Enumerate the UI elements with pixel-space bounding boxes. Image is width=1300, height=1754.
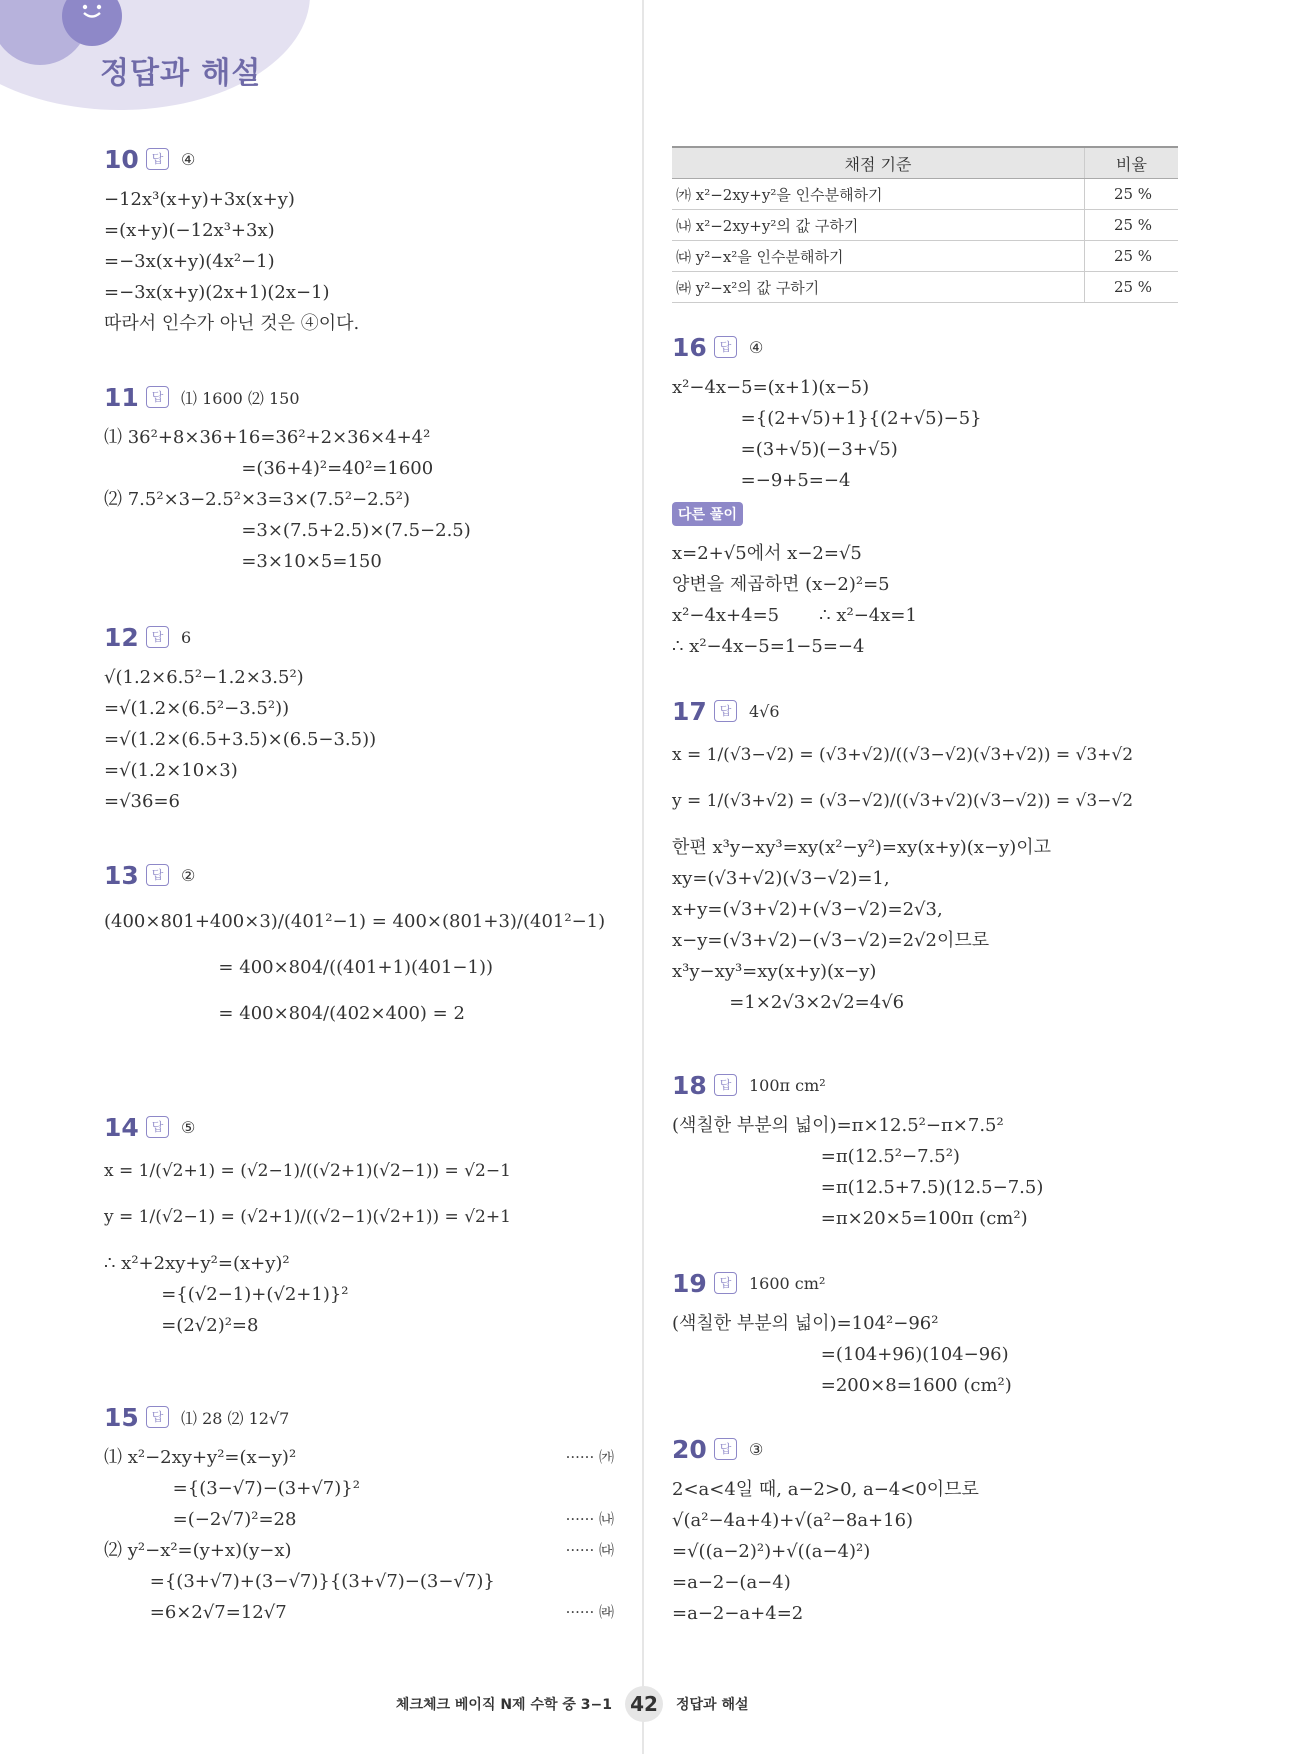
- step-tag: ······ ㈐: [565, 1541, 614, 1559]
- solution-line: ={(√2−1)+(√2+1)}²: [104, 1284, 349, 1305]
- solution-line: x = 1/(√3−√2) = (√3+√2)/((√3−√2)(√3+√2)) = √3+√2: [672, 745, 1134, 765]
- page-footer: [0, 1686, 1300, 1722]
- page-header-title: 정답과 해설: [100, 56, 262, 91]
- solution-line: y = 1/(√3+√2) = (√3−√2)/((√3+√2)(√3−√2)) = √3−√2: [672, 791, 1134, 811]
- solution-line: =√((a−2)²)+√((a−4)²): [672, 1541, 871, 1562]
- problem-11: [104, 380, 471, 577]
- answer: 100π cm²: [749, 1075, 826, 1095]
- problem-number: 12: [104, 622, 139, 652]
- solution-line: =(x+y)(−12x³+3x): [104, 220, 275, 241]
- problem-12: [104, 620, 376, 817]
- problem-number: 14: [104, 1112, 139, 1142]
- solution-line: =3×(7.5+2.5)×(7.5−2.5): [104, 520, 471, 541]
- problem-number: 15: [104, 1402, 139, 1432]
- solution-line: (400×801+400×3)/(401²−1) = 400×(801+3)/(401²−1): [104, 911, 606, 932]
- solution-line: √(a²−4a+4)+√(a²−8a+16): [672, 1510, 914, 1531]
- problem-number: 20: [672, 1434, 707, 1464]
- problem-20: [672, 1432, 979, 1629]
- problem-number: 18: [672, 1070, 707, 1100]
- step-tag: ······ ㈎: [565, 1448, 614, 1466]
- solution-line: x = 1/(√2+1) = (√2−1)/((√2+1)(√2−1)) = √2−1: [104, 1161, 511, 1181]
- answer: 4√6: [749, 701, 780, 721]
- solution-line: =(36+4)²=40²=1600: [104, 458, 434, 479]
- solution-line: =−9+5=−4: [672, 470, 851, 491]
- table-header: 비율: [1085, 147, 1179, 179]
- solution-line: y = 1/(√2−1) = (√2+1)/((√2−1)(√2+1)) = √2+1: [104, 1207, 511, 1227]
- solution-line: =√36=6: [104, 791, 180, 812]
- solution-line: 양변을 제곱하면 (x−2)²=5: [672, 574, 890, 595]
- problem-10: [104, 142, 359, 339]
- answer-badge: 답: [146, 864, 169, 886]
- solution-line: ⑵ 7.5²×3−2.5²×3=3×(7.5²−2.5²): [104, 489, 410, 510]
- problem-number: 17: [672, 696, 707, 726]
- answer: 1600 cm²: [749, 1273, 826, 1293]
- solution-line: =200×8=1600 (cm²): [672, 1375, 1012, 1396]
- solution-line: ∴ x²−4x−5=1−5=−4: [672, 636, 865, 657]
- solution-line: =6×2√7=12√7 ······ ㈑: [104, 1597, 614, 1628]
- solution-line: −12x³(x+y)+3x(x+y): [104, 189, 295, 210]
- solution-line: ={(3−√7)−(3+√7)}²: [104, 1478, 360, 1499]
- solution-line: =π×20×5=100π (cm²): [672, 1208, 1028, 1229]
- solution-line: ∴ x²+2xy+y²=(x+y)²: [104, 1253, 290, 1274]
- solution-line: =π(12.5²−7.5²): [672, 1146, 960, 1167]
- problem-16: [672, 330, 982, 662]
- problem-number: 13: [104, 860, 139, 890]
- solution-line: =1×2√3×2√2=4√6: [672, 992, 905, 1013]
- problem-18: [672, 1068, 1043, 1234]
- solution-line: =a−2−(a−4): [672, 1572, 791, 1593]
- answer: ⑴ 1600 ⑵ 150: [181, 388, 300, 408]
- answer-badge: 답: [714, 1074, 737, 1096]
- answer-badge: 답: [714, 1272, 737, 1294]
- solution-line: xy=(√3+√2)(√3−√2)=1,: [672, 868, 890, 889]
- table-header: 채점 기준: [672, 147, 1085, 179]
- solution-line: 따라서 인수가 아닌 것은 ④이다.: [104, 313, 360, 334]
- solution-line: = 400×804/((401+1)(401−1)): [104, 957, 494, 978]
- solution-line: =(2√2)²=8: [104, 1315, 259, 1336]
- solution-line: 한편 x³y−xy³=xy(x²−y²)=xy(x+y)(x−y)이고: [672, 837, 1052, 858]
- problem-number: 11: [104, 382, 139, 412]
- problem-number: 10: [104, 144, 139, 174]
- step-tag: ······ ㈏: [565, 1510, 614, 1528]
- problem-17: [672, 694, 1133, 1018]
- answer-badge: 답: [146, 386, 169, 408]
- answer-badge: 답: [146, 626, 169, 648]
- solution-line: x²−4x−5=(x+1)(x−5): [672, 377, 870, 398]
- answer-badge: 답: [714, 336, 737, 358]
- solution-line: =(104+96)(104−96): [672, 1344, 1009, 1365]
- solution-line: 2<a<4일 때, a−2>0, a−4<0이므로: [672, 1479, 979, 1500]
- table-row: ㈑ y²−x²의 값 구하기 25 %: [672, 272, 1178, 303]
- problem-14: [104, 1110, 511, 1341]
- answer: ④: [749, 337, 764, 357]
- solution-line: =π(12.5+7.5)(12.5−7.5): [672, 1177, 1044, 1198]
- answer: ⑤: [181, 1117, 196, 1137]
- problem-19: [672, 1266, 1012, 1401]
- solution-line: x=2+√5에서 x−2=√5: [672, 543, 862, 564]
- solution-line: ={(3+√7)+(3−√7)}{(3+√7)−(3−√7)}: [104, 1571, 495, 1592]
- answer: ⑴ 28 ⑵ 12√7: [181, 1408, 290, 1428]
- solution-line: =√(1.2×(6.5+3.5)×(6.5−3.5)): [104, 729, 377, 750]
- footer-section: 정답과 해설: [676, 1697, 749, 1713]
- solution-line: x+y=(√3+√2)+(√3−√2)=2√3,: [672, 899, 943, 920]
- answer-badge: 답: [714, 700, 737, 722]
- answer: ④: [181, 149, 196, 169]
- table-row: ㈐ y²−x²을 인수분해하기 25 %: [672, 241, 1178, 272]
- solution-line: (색칠한 부분의 넓이)=104²−96²: [672, 1313, 939, 1334]
- solution-line: =a−2−a+4=2: [672, 1603, 804, 1624]
- scoring-table: [672, 146, 1178, 303]
- solution-line: x−y=(√3+√2)−(√3−√2)=2√2이므로: [672, 930, 990, 951]
- solution-line: (색칠한 부분의 넓이)=π×12.5²−π×7.5²: [672, 1115, 1004, 1136]
- answer-badge: 답: [146, 1116, 169, 1138]
- solution-line: =(3+√5)(−3+√5): [672, 439, 898, 460]
- book-title: 체크체크 베이직 N제 수학 중 3−1: [395, 1697, 612, 1713]
- solution-line: =3×10×5=150: [104, 551, 382, 572]
- solution-line: √(1.2×6.5²−1.2×3.5²): [104, 667, 304, 688]
- solution-line: x²−4x+4=5 ∴ x²−4x=1: [672, 605, 917, 626]
- solution-line: x³y−xy³=xy(x+y)(x−y): [672, 961, 877, 982]
- solution-line: ={(2+√5)+1}{(2+√5)−5}: [672, 408, 982, 429]
- page-number: 42: [625, 1686, 663, 1722]
- answer: 6: [181, 627, 192, 647]
- problem-13: [104, 858, 605, 1044]
- answer: ③: [749, 1439, 764, 1459]
- solution-line: =√(1.2×10×3): [104, 760, 238, 781]
- solution-line: = 400×804/(402×400) = 2: [104, 1003, 465, 1024]
- problem-15: [104, 1400, 614, 1628]
- answer-badge: 답: [714, 1438, 737, 1460]
- step-tag: ······ ㈑: [565, 1603, 614, 1621]
- solution-line: =√(1.2×(6.5²−3.5²)): [104, 698, 290, 719]
- problem-number: 16: [672, 332, 707, 362]
- problem-number: 19: [672, 1268, 707, 1298]
- solution-line: ⑴ x²−2xy+y²=(x−y)² ······ ㈎: [104, 1442, 614, 1473]
- solution-line: =−3x(x+y)(2x+1)(2x−1): [104, 282, 330, 303]
- solution-line: ⑵ y²−x²=(y+x)(y−x) ······ ㈐: [104, 1535, 614, 1566]
- answer-badge: 답: [146, 1406, 169, 1428]
- alt-solution-badge: 다른 풀이: [672, 502, 743, 526]
- table-row: ㈎ x²−2xy+y²을 인수분해하기 25 %: [672, 179, 1178, 210]
- table-row: ㈏ x²−2xy+y²의 값 구하기 25 %: [672, 210, 1178, 241]
- answer-badge: 답: [146, 148, 169, 170]
- column-divider: [642, 0, 644, 1754]
- answer: ②: [181, 865, 196, 885]
- solution-line: =(−2√7)²=28 ······ ㈏: [104, 1504, 614, 1535]
- solution-line: ⑴ 36²+8×36+16=36²+2×36×4+4²: [104, 427, 431, 448]
- solution-line: =−3x(x+y)(4x²−1): [104, 251, 275, 272]
